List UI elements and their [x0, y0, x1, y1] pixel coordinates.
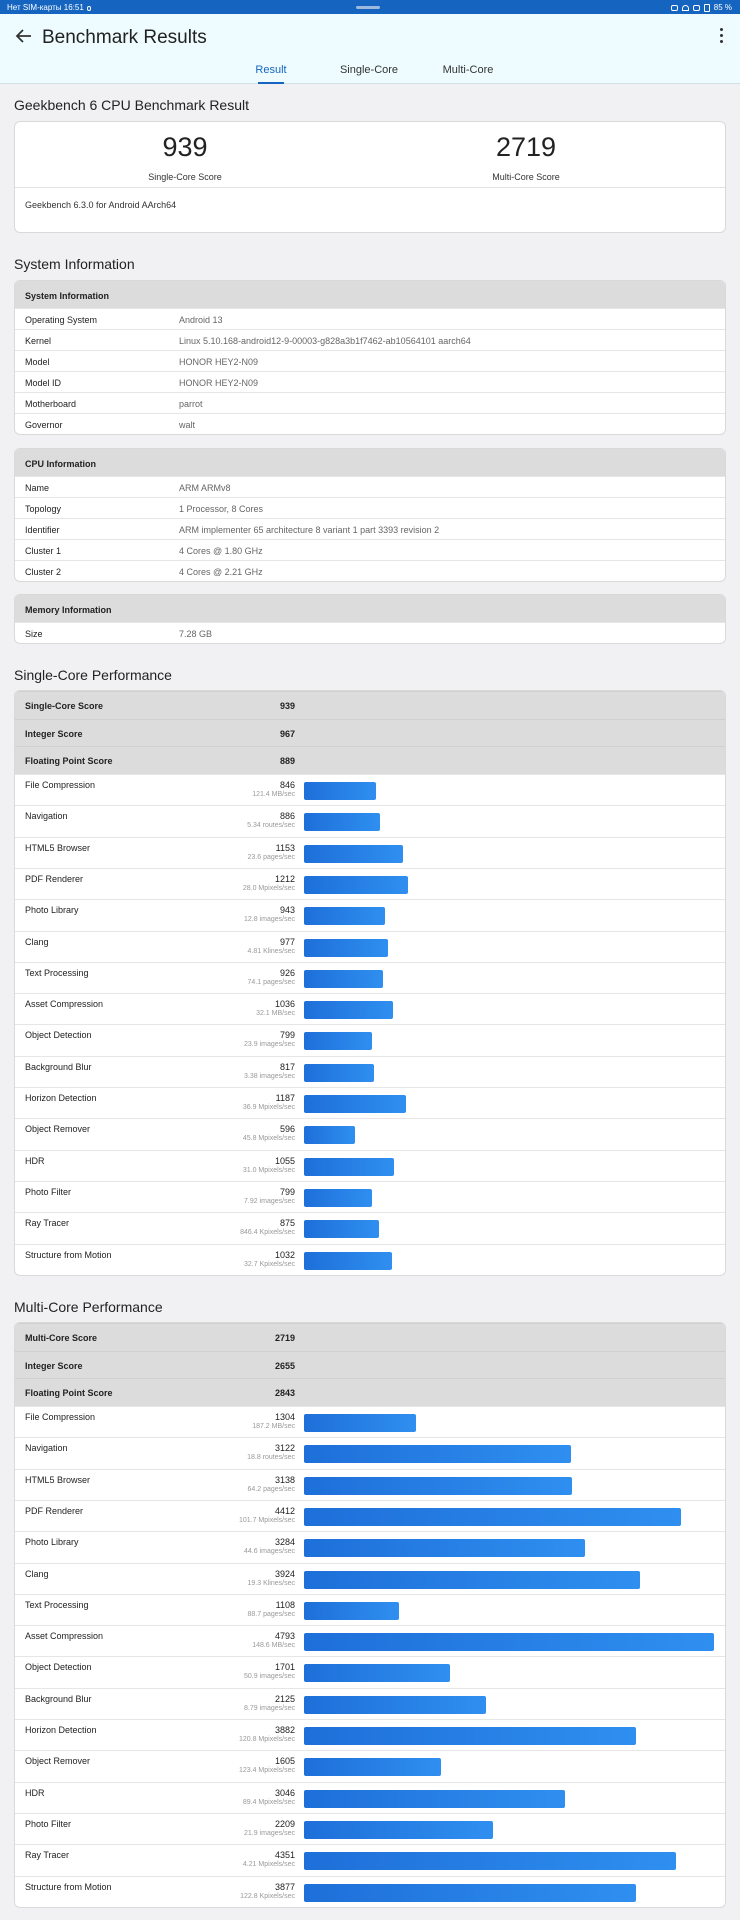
- benchmark-row: [15, 1719, 725, 1750]
- benchmark-score: 2125: [274, 1693, 295, 1704]
- benchmark-score: 3882: [274, 1725, 295, 1736]
- info-key: Cluster 1: [25, 546, 62, 556]
- active-tab-indicator: [258, 82, 284, 84]
- cpu-info-card: [14, 448, 726, 582]
- score-bar: [304, 1477, 572, 1495]
- info-key: Size: [25, 629, 43, 639]
- notch-indicator: [356, 6, 380, 9]
- benchmark-row: [15, 1087, 725, 1118]
- benchmark-score: 4351: [274, 1850, 295, 1861]
- benchmark-name: Object Detection: [25, 1030, 92, 1041]
- page-title: Benchmark Results: [42, 27, 207, 48]
- benchmark-name: PDF Renderer: [25, 1505, 84, 1516]
- benchmark-row: [15, 868, 725, 899]
- benchmark-throughput: 19.3 Klines/sec: [247, 1579, 295, 1587]
- score-bar: [304, 1790, 565, 1808]
- benchmark-throughput: 4.21 Mpixels/sec: [242, 1861, 295, 1869]
- benchmark-score: 799: [279, 1030, 295, 1041]
- benchmark-name: Horizon Detection: [25, 1093, 97, 1104]
- score-name: Single-Core Score: [25, 701, 104, 711]
- info-row: [15, 476, 725, 497]
- benchmark-name: Horizon Detection: [25, 1725, 97, 1736]
- info-value: ARM implementer 65 architecture 8 variant 1 part 3393 revision 2: [179, 525, 440, 535]
- score-summary-row: [15, 746, 725, 774]
- benchmark-row: [15, 1437, 725, 1468]
- status-right: [671, 3, 732, 12]
- benchmark-name: Structure from Motion: [25, 1881, 112, 1892]
- benchmark-name: Asset Compression: [25, 999, 104, 1010]
- benchmark-row: [15, 1469, 725, 1500]
- benchmark-score: 1036: [274, 999, 295, 1010]
- info-key: Identifier: [25, 525, 60, 535]
- benchmark-score: 846: [279, 780, 295, 791]
- score-bar: [304, 1571, 640, 1589]
- benchmark-throughput: 36.9 Mpixels/sec: [242, 1104, 295, 1112]
- benchmark-score: 817: [279, 1061, 295, 1072]
- benchmark-score: 2209: [274, 1818, 295, 1829]
- benchmark-throughput: 121.4 MB/sec: [252, 791, 295, 799]
- score-bar: [304, 907, 385, 925]
- score-value: 2843: [274, 1388, 295, 1399]
- benchmark-score: 926: [279, 967, 295, 978]
- benchmark-throughput: 5.34 routes/sec: [247, 822, 295, 830]
- benchmark-row: [15, 837, 725, 868]
- benchmark-name: Background Blur: [25, 1693, 92, 1704]
- score-bar: [304, 1001, 393, 1019]
- score-bar: [304, 939, 388, 957]
- multi-core-card: [14, 1322, 726, 1908]
- score-bar: [304, 1158, 394, 1176]
- score-value: 2655: [274, 1360, 295, 1371]
- score-value: 967: [279, 728, 295, 739]
- score-bar: [304, 1126, 355, 1144]
- info-value: Android 13: [179, 315, 223, 325]
- benchmark-name: Navigation: [25, 1443, 68, 1454]
- info-key: Name: [25, 483, 50, 493]
- result-section-title: Geekbench 6 CPU Benchmark Result: [14, 97, 249, 113]
- benchmark-row: [15, 1024, 725, 1055]
- score-name: Integer Score: [25, 728, 83, 739]
- benchmark-name: Text Processing: [25, 967, 89, 978]
- benchmark-row: [15, 1406, 725, 1437]
- score-bar: [304, 1414, 416, 1432]
- sim-icon: [693, 5, 700, 11]
- benchmark-name: Ray Tracer: [25, 1218, 70, 1229]
- benchmark-score: 3122: [274, 1443, 295, 1454]
- benchmark-throughput: 12.8 images/sec: [244, 916, 295, 924]
- benchmark-row: [15, 899, 725, 930]
- score-summary-row: [15, 691, 725, 719]
- score-bar: [304, 845, 403, 863]
- info-key: Operating System: [25, 315, 98, 325]
- benchmark-score: 799: [279, 1186, 295, 1197]
- score-bar: [304, 1664, 450, 1682]
- benchmark-score: 1187: [275, 1093, 295, 1104]
- benchmark-row: [15, 1056, 725, 1087]
- single-core-score: 939: [162, 132, 208, 162]
- info-key: Model ID: [25, 378, 62, 388]
- multi-core-score: 2719: [495, 132, 557, 162]
- score-bar: [304, 782, 376, 800]
- benchmark-score: 1701: [274, 1662, 295, 1673]
- battery-icon: [704, 4, 710, 12]
- status-left: [7, 3, 91, 12]
- score-bar: [304, 1852, 676, 1870]
- benchmark-throughput: 123.4 Mpixels/sec: [238, 1767, 295, 1775]
- benchmark-score: 943: [279, 905, 295, 916]
- info-row: [15, 518, 725, 539]
- score-bar: [304, 1095, 406, 1113]
- benchmark-score: 1108: [275, 1599, 295, 1610]
- benchmark-row: [15, 1594, 725, 1625]
- score-bar: [304, 970, 383, 988]
- benchmark-throughput: 7.92 images/sec: [244, 1197, 295, 1205]
- score-bar: [304, 1220, 379, 1238]
- benchmark-throughput: 88.7 pages/sec: [247, 1610, 295, 1618]
- benchmark-row: [15, 1750, 725, 1781]
- info-value: 4 Cores @ 2.21 GHz: [179, 567, 263, 577]
- benchmark-score: 3877: [274, 1881, 295, 1892]
- benchmark-throughput: 18.8 routes/sec: [247, 1454, 295, 1462]
- score-bar: [304, 1602, 399, 1620]
- benchmark-throughput: 64.2 pages/sec: [247, 1485, 295, 1493]
- single-core-score-label: Single-Core Score: [148, 172, 222, 182]
- benchmark-throughput: 89.4 Mpixels/sec: [242, 1798, 295, 1806]
- benchmark-row: [15, 1813, 725, 1844]
- info-value: 1 Processor, 8 Cores: [179, 504, 264, 514]
- benchmark-throughput: 31.0 Mpixels/sec: [242, 1166, 295, 1174]
- benchmark-name: Asset Compression: [25, 1631, 104, 1642]
- info-row: [15, 392, 725, 413]
- system-section-title: System Information: [14, 256, 135, 272]
- info-row: [15, 497, 725, 518]
- more-options-icon[interactable]: [718, 28, 724, 44]
- score-summary-row: [15, 1323, 725, 1351]
- score-bar: [304, 1696, 486, 1714]
- benchmark-score: 3924: [274, 1568, 295, 1579]
- divider: [15, 187, 725, 188]
- info-key: Governor: [25, 420, 63, 430]
- benchmark-throughput: 8.79 images/sec: [244, 1704, 295, 1712]
- single-core-card: [14, 690, 726, 1276]
- score-value: 2719: [274, 1333, 295, 1343]
- tab-result[interactable]: Result: [255, 64, 287, 76]
- info-row: [15, 539, 725, 560]
- back-arrow-icon[interactable]: [14, 26, 34, 46]
- benchmark-row: [15, 993, 725, 1024]
- benchmark-throughput: 187.2 MB/sec: [252, 1423, 295, 1431]
- benchmark-name: Object Remover: [25, 1756, 91, 1767]
- benchmark-score: 1055: [274, 1155, 295, 1166]
- benchmark-row: [15, 1876, 725, 1907]
- benchmark-score: 3046: [274, 1787, 295, 1798]
- benchmark-name: Clang: [25, 936, 49, 947]
- multi-core-section-title: Multi-Core Performance: [14, 1299, 163, 1315]
- benchmark-throughput: 32.1 MB/sec: [256, 1010, 295, 1018]
- info-key: Cluster 2: [25, 567, 62, 577]
- info-row: [15, 413, 725, 434]
- benchmark-name: File Compression: [25, 1412, 96, 1423]
- score-summary-row: [15, 1378, 725, 1406]
- score-name: Multi-Core Score: [25, 1333, 98, 1343]
- info-key: Topology: [25, 504, 62, 514]
- benchmark-row: [15, 931, 725, 962]
- benchmark-score: 977: [279, 936, 295, 947]
- benchmark-score: 875: [279, 1218, 295, 1229]
- info-value: walt: [179, 420, 196, 430]
- multi-core-score-label: Multi-Core Score: [492, 172, 560, 182]
- benchmark-name: Photo Filter: [25, 1186, 72, 1197]
- score-bar: [304, 1884, 636, 1902]
- benchmark-score: 886: [279, 811, 295, 822]
- score-bar: [304, 1539, 585, 1557]
- benchmark-score: 1605: [274, 1756, 295, 1767]
- score-bar: [304, 1633, 714, 1651]
- benchmark-row: [15, 1118, 725, 1149]
- info-key: Motherboard: [25, 399, 77, 409]
- info-row: [15, 560, 725, 581]
- benchmark-throughput: 21.9 images/sec: [244, 1829, 295, 1837]
- info-value: Linux 5.10.168-android12-9-00003-g828a3b1f7462-ab10564101 aarch64: [179, 336, 471, 346]
- version-text: Geekbench 6.3.0 for Android AArch64: [25, 200, 177, 210]
- benchmark-score: 1304: [274, 1412, 295, 1423]
- tab-multi-core[interactable]: Multi-Core: [442, 64, 494, 76]
- info-value: 4 Cores @ 1.80 GHz: [179, 546, 263, 556]
- benchmark-throughput: 50.9 images/sec: [244, 1673, 295, 1681]
- benchmark-name: Clang: [25, 1568, 49, 1579]
- benchmark-name: HTML5 Browser: [25, 1474, 91, 1485]
- score-value: 939: [279, 701, 295, 711]
- score-bar: [304, 1445, 571, 1463]
- app-bar: [0, 14, 740, 84]
- info-row: [15, 350, 725, 371]
- status-carrier-time: Нет SIM-карты 16:51: [7, 3, 84, 12]
- benchmark-score: 596: [279, 1124, 295, 1135]
- benchmark-row: [15, 1181, 725, 1212]
- score-name: Floating Point Score: [25, 756, 113, 767]
- card-header: CPU Information: [15, 449, 725, 476]
- battery-percent: 85 %: [713, 3, 732, 12]
- score-bar: [304, 1821, 493, 1839]
- info-row: [15, 622, 725, 643]
- benchmark-name: Photo Library: [25, 905, 79, 916]
- benchmark-row: [15, 1500, 725, 1531]
- benchmark-score: 1032: [274, 1249, 295, 1260]
- benchmark-throughput: 45.8 Mpixels/sec: [242, 1135, 295, 1143]
- score-bar: [304, 1064, 374, 1082]
- benchmark-name: Object Remover: [25, 1124, 91, 1135]
- benchmark-name: Structure from Motion: [25, 1249, 112, 1260]
- benchmark-name: Object Detection: [25, 1662, 92, 1673]
- info-row: [15, 329, 725, 350]
- info-key: Kernel: [25, 336, 52, 346]
- benchmark-row: [15, 1625, 725, 1656]
- score-bar: [304, 1189, 372, 1207]
- info-row: [15, 308, 725, 329]
- benchmark-throughput: 44.6 images/sec: [244, 1548, 295, 1556]
- score-name: Floating Point Score: [25, 1388, 113, 1399]
- benchmark-row: [15, 1244, 725, 1275]
- benchmark-row: [15, 962, 725, 993]
- benchmark-name: Text Processing: [25, 1599, 89, 1610]
- card-header: Memory Information: [15, 595, 725, 622]
- info-value: parrot: [179, 399, 203, 409]
- benchmark-score: 4793: [274, 1631, 295, 1642]
- benchmark-throughput: 74.1 pages/sec: [247, 978, 295, 986]
- benchmark-row: [15, 1782, 725, 1813]
- benchmark-throughput: 846.4 Kpixels/sec: [240, 1229, 295, 1237]
- benchmark-throughput: 23.9 images/sec: [244, 1041, 295, 1049]
- benchmark-name: HDR: [25, 1155, 45, 1166]
- benchmark-name: PDF Renderer: [25, 873, 84, 884]
- info-row: [15, 371, 725, 392]
- benchmark-row: [15, 774, 725, 805]
- benchmark-name: HDR: [25, 1787, 45, 1798]
- benchmark-throughput: 101.7 Mpixels/sec: [238, 1516, 295, 1524]
- card-header: System Information: [15, 281, 725, 308]
- score-bar: [304, 876, 408, 894]
- eye-icon: [671, 5, 678, 11]
- benchmark-score: 1153: [275, 842, 295, 853]
- benchmark-name: Navigation: [25, 811, 68, 822]
- score-value: 889: [279, 756, 295, 767]
- info-value: HONOR HEY2-N09: [179, 378, 259, 388]
- benchmark-throughput: 32.7 Kpixels/sec: [244, 1260, 295, 1268]
- benchmark-score: 4412: [274, 1505, 295, 1516]
- score-bar: [304, 1032, 372, 1050]
- info-value: ARM ARMv8: [179, 483, 231, 493]
- benchmark-throughput: 120.8 Mpixels/sec: [238, 1736, 295, 1744]
- benchmark-name: Photo Filter: [25, 1818, 72, 1829]
- single-core-section-title: Single-Core Performance: [14, 667, 172, 683]
- wifi-icon: [682, 5, 689, 11]
- info-value: HONOR HEY2-N09: [179, 357, 259, 367]
- benchmark-name: Photo Library: [25, 1537, 79, 1548]
- benchmark-name: Background Blur: [25, 1061, 92, 1072]
- benchmark-throughput: 28.0 Mpixels/sec: [242, 884, 295, 892]
- info-key: Model: [25, 357, 50, 367]
- score-bar: [304, 1758, 441, 1776]
- score-summary-row: [15, 1351, 725, 1379]
- score-bar: [304, 813, 380, 831]
- memory-info-card: [14, 594, 726, 644]
- benchmark-score: 3138: [274, 1474, 295, 1485]
- benchmark-name: Ray Tracer: [25, 1850, 70, 1861]
- benchmark-row: [15, 1844, 725, 1875]
- benchmark-row: [15, 1212, 725, 1243]
- benchmark-throughput: 23.6 pages/sec: [247, 853, 295, 861]
- benchmark-throughput: 122.8 Kpixels/sec: [240, 1892, 295, 1900]
- benchmark-throughput: 3.38 images/sec: [244, 1072, 295, 1080]
- benchmark-row: [15, 1150, 725, 1181]
- benchmark-row: [15, 1656, 725, 1687]
- score-bar: [304, 1508, 681, 1526]
- status-bar: [0, 0, 740, 14]
- benchmark-row: [15, 805, 725, 836]
- benchmark-throughput: 4.81 Klines/sec: [247, 947, 295, 955]
- benchmark-row: [15, 1688, 725, 1719]
- benchmark-row: [15, 1531, 725, 1562]
- score-bar: [304, 1252, 392, 1270]
- tab-single-core[interactable]: Single-Core: [339, 64, 399, 76]
- benchmark-row: [15, 1563, 725, 1594]
- location-icon: [87, 6, 91, 11]
- benchmark-throughput: 148.6 MB/sec: [252, 1642, 295, 1650]
- benchmark-name: HTML5 Browser: [25, 842, 91, 853]
- score-bar: [304, 1727, 636, 1745]
- score-summary-row: [15, 719, 725, 747]
- benchmark-name: File Compression: [25, 780, 96, 791]
- benchmark-score: 3284: [274, 1537, 295, 1548]
- info-value: 7.28 GB: [179, 629, 213, 639]
- score-name: Integer Score: [25, 1360, 83, 1371]
- benchmark-score: 1212: [274, 873, 295, 884]
- system-info-card: [14, 280, 726, 435]
